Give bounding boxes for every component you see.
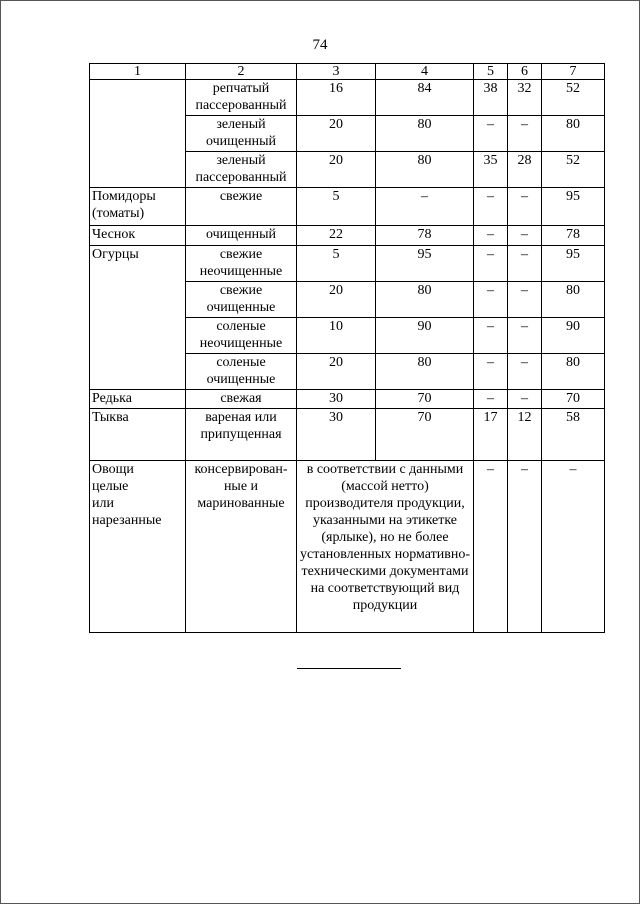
col7-cell: 95 [542,188,605,226]
col7-cell: 95 [542,246,605,282]
col5-cell: – [474,226,508,246]
processing-cell: зеленый очищенный [186,116,297,152]
table-row [90,246,605,282]
table-row [90,409,605,461]
net-cell: 80 [376,116,474,152]
product-cell [90,80,186,188]
header-col-7: 7 [542,64,605,80]
processing-cell: репчатый пассерованный [186,80,297,116]
gross-cell: 5 [297,188,376,226]
col6-cell: – [508,188,542,226]
net-cell: 70 [376,409,474,461]
col5-cell: – [474,390,508,409]
processing-cell: свежие неочищенные [186,246,297,282]
col6-cell: – [508,282,542,318]
gross-cell: 10 [297,318,376,354]
col7-cell: 52 [542,80,605,116]
gross-cell: 20 [297,354,376,390]
gross-cell: 22 [297,226,376,246]
product-cell: Овощи целые или нарезанные [90,461,186,633]
net-cell: 84 [376,80,474,116]
processing-cell: соленые неочищенные [186,318,297,354]
col6-cell: – [508,318,542,354]
gross-cell: 5 [297,246,376,282]
col5-cell: – [474,318,508,354]
net-cell: 90 [376,318,474,354]
gross-cell: 20 [297,282,376,318]
col5-cell: 17 [474,409,508,461]
col7-cell: 90 [542,318,605,354]
col5-cell: – [474,116,508,152]
product-cell: Тыква [90,409,186,461]
net-cell: 80 [376,152,474,188]
header-col-6: 6 [508,64,542,80]
header-col-1: 1 [90,64,186,80]
processing-cell: очищенный [186,226,297,246]
net-cell: 80 [376,354,474,390]
table-header-row [90,64,605,80]
gross-cell: 30 [297,390,376,409]
col5-cell: – [474,246,508,282]
col7-cell: 70 [542,390,605,409]
processing-cell: зеленый пассерованный [186,152,297,188]
net-cell: – [376,188,474,226]
processing-cell: свежие [186,188,297,226]
col6-cell: – [508,390,542,409]
table-row [90,461,605,633]
end-divider-line [297,668,401,669]
col6-cell: – [508,226,542,246]
col5-cell: – [474,354,508,390]
col6-cell: 32 [508,80,542,116]
net-cell: 80 [376,282,474,318]
processing-cell: консервирован-ные и маринованные [186,461,297,633]
header-col-3: 3 [297,64,376,80]
product-cell: Редька [90,390,186,409]
net-cell: 70 [376,390,474,409]
col6-cell: – [508,246,542,282]
col5-cell: – [474,282,508,318]
col7-cell: 80 [542,354,605,390]
note-cell: в соответствии с данными (массой нетто) производителя продукции, указанными на этикетке (ярлыке), но не более установленных нормативно-техническими документами на соответствующий вид продукции [297,461,474,633]
vegetable-waste-table [89,63,605,633]
header-col-4: 4 [376,64,474,80]
col7-cell: 80 [542,282,605,318]
col7-cell: 52 [542,152,605,188]
gross-cell: 20 [297,116,376,152]
gross-cell: 30 [297,409,376,461]
col5-cell: 35 [474,152,508,188]
col6-cell: 28 [508,152,542,188]
gross-cell: 16 [297,80,376,116]
col7-cell: 58 [542,409,605,461]
col6-cell: 12 [508,409,542,461]
net-cell: 78 [376,226,474,246]
table-row [90,188,605,226]
header-col-5: 5 [474,64,508,80]
processing-cell: вареная или припущенная [186,409,297,461]
col6-cell: – [508,461,542,633]
table-row [90,80,605,116]
col5-cell: 38 [474,80,508,116]
col7-cell: 80 [542,116,605,152]
table-row [90,226,605,246]
product-cell: Чеснок [90,226,186,246]
col6-cell: – [508,354,542,390]
processing-cell: свежие очищенные [186,282,297,318]
col5-cell: – [474,461,508,633]
col5-cell: – [474,188,508,226]
product-cell: Огурцы [90,246,186,390]
page-number: 74 [312,37,328,53]
header-col-2: 2 [186,64,297,80]
product-cell: Помидоры (томаты) [90,188,186,226]
gross-cell: 20 [297,152,376,188]
col7-cell: 78 [542,226,605,246]
processing-cell: свежая [186,390,297,409]
col7-cell: – [542,461,605,633]
col6-cell: – [508,116,542,152]
table-row [90,390,605,409]
processing-cell: соленые очищенные [186,354,297,390]
net-cell: 95 [376,246,474,282]
